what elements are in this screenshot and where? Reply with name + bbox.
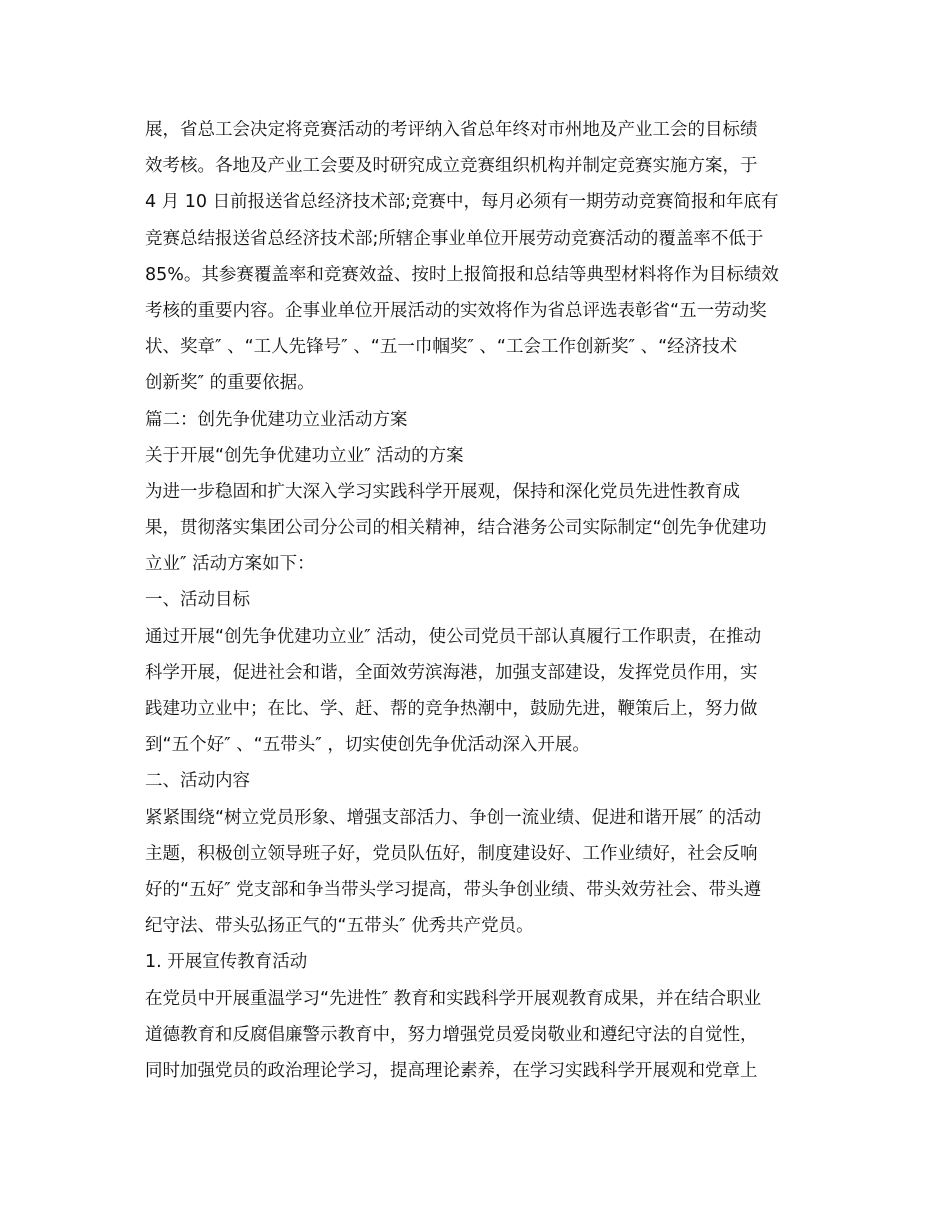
text-line: 主题，积极创立领导班子好，党员队伍好，制度建设好、工作业绩好，社会反响	[145, 843, 758, 864]
text-line: 展，省总工会决定将竞赛活动的考评纳入省总年终对市州地及产业工会的目标绩	[145, 120, 758, 140]
text-line: 在党员中开展重温学习“先进性″ 教育和实践科学开展观教育成果，并在结合职业	[145, 988, 762, 1009]
text-line: 纪守法、带头弘扬正气的“五带头″ 优秀共产党员。	[145, 916, 534, 937]
text-line: 状、奖章″ 、“工人先锋号″ 、“五一巾帼奖″ 、“工会工作创新奖″ 、“经济技术	[145, 337, 738, 358]
text-line: 践建功立业中；在比、学、赶、帮的竞争热潮中，鼓励先进，鞭策后上，努力做	[145, 699, 758, 719]
text-line: 85%。其参赛覆盖率和竞赛效益、按时上报简报和总结等典型材料将作为目标绩效	[145, 264, 779, 285]
document-title: 关于开展“创先争优建功立业″ 活动的方案	[145, 445, 464, 466]
text-line: 考核的重要内容。企事业单位开展活动的实效将作为省总评选表彰省“五一劳动奖	[145, 300, 767, 321]
text-line: 4 月 10 日前报送省总经济技术部;竞赛中，每月必须有一期劳动竞赛简报和年底有	[145, 192, 779, 213]
text-line: 立业″ 活动方案如下：	[145, 554, 315, 575]
document-body	[145, 112, 815, 1089]
section-heading: 篇二：创先争优建功立业活动方案	[145, 409, 408, 430]
text-line: 到“五个好″ 、“五带头″ ，切实使创先争优活动深入开展。	[145, 735, 590, 756]
text-line: 同时加强党员的政治理论学习，提高理论素养，在学习实践科学开展观和党章上	[145, 1060, 758, 1081]
section-heading: 一、活动目标	[145, 590, 250, 611]
text-line: 通过开展“创先争优建功立业″ 活动，使公司党员干部认真履行工作职责，在推动	[145, 626, 762, 647]
text-line: 效考核。各地及产业工会要及时研究成立竞赛组织机构并制定竞赛实施方案，于	[145, 156, 758, 177]
subsection-heading: 1. 开展宣传教育活动	[145, 952, 308, 973]
text-line: 科学开展，促进社会和谐，全面效劳滨海港，加强支部建设，发挥党员作用，实	[145, 662, 758, 683]
text-line: 竞赛总结报送省总经济技术部;所辖企事业单位开展劳动竞赛活动的覆盖率不低于	[145, 228, 764, 249]
text-line: 果，贯彻落实集团公司分公司的相关精神，结合港务公司实际制定“创先争优建功	[145, 518, 767, 539]
text-line: 紧紧围绕“树立党员形象、增强支部活力、争创一流业绩、促进和谐开展″ 的活动	[145, 807, 762, 828]
text-line: 为进一步稳固和扩大深入学习实践科学开展观，保持和深化党员先进性教育成	[145, 481, 740, 502]
section-heading: 二、活动内容	[145, 771, 250, 792]
text-line: 好的“五好″ 党支部和争当带头学习提高，带头争创业绩、带头效劳社会、带头遵	[145, 879, 762, 900]
text-line: 创新奖″ 的重要依据。	[145, 373, 315, 394]
text-line: 道德教育和反腐倡廉警示教育中，努力增强党员爱岗敬业和遵纪守法的自觉性，	[145, 1024, 758, 1045]
